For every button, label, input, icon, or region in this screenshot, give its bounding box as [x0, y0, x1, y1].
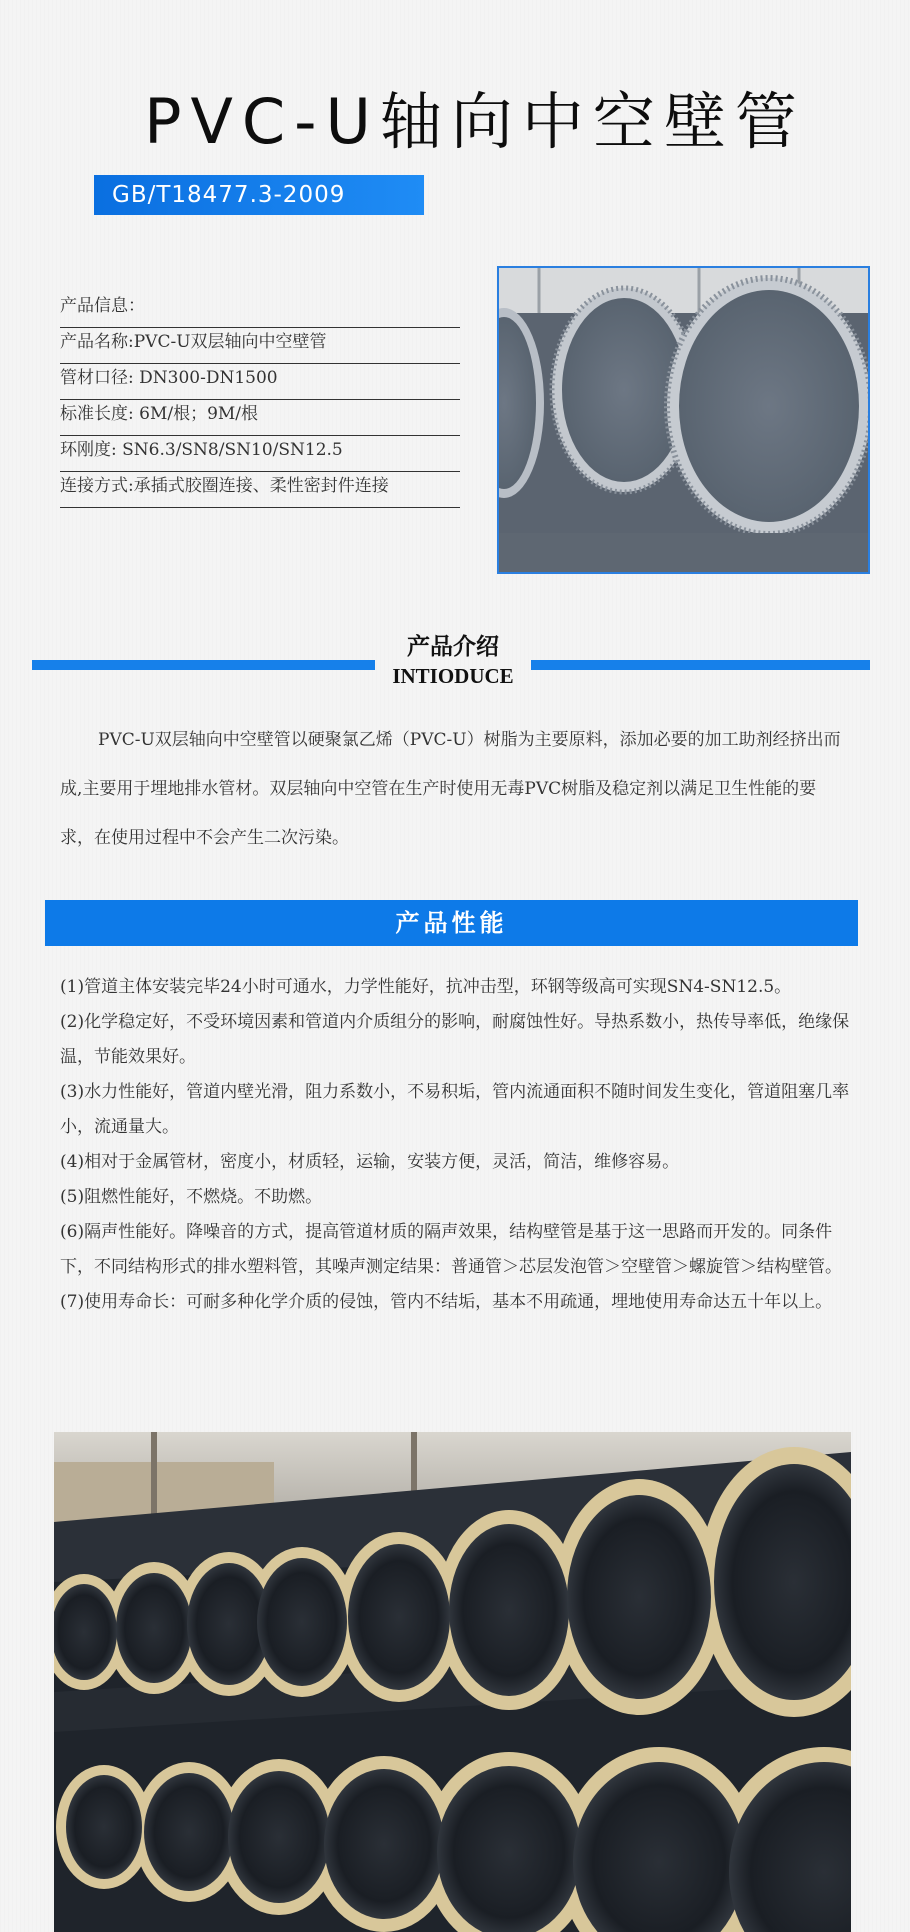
- info-diameter: 管材口径: DN300-DN1500: [60, 364, 460, 400]
- standard-banner: GB/T18477.3-2009: [94, 175, 424, 215]
- performance-item: (1)管道主体安装完毕24小时可通水，力学性能好，抗冲击型，环钢等级高可实现SN4-SN12.5。: [60, 977, 792, 997]
- intro-heading: 产品介绍: [407, 634, 499, 660]
- info-heading: 产品信息：: [60, 292, 460, 328]
- info-connection: 连接方式:承插式胶圈连接、柔性密封件连接: [60, 472, 460, 508]
- pipe-closeup-photo: [497, 266, 870, 574]
- info-length: 标准长度: 6M/根；9M/根: [60, 400, 460, 436]
- performance-heading-bar: 产品性能: [45, 900, 858, 946]
- intro-divider-right: [531, 660, 870, 670]
- performance-item: (5)阻燃性能好，不燃烧。不助燃。: [60, 1187, 323, 1207]
- performance-list: [60, 970, 850, 1320]
- performance-item: (2)化学稳定好，不受环境因素和管道内介质组分的影响，耐腐蚀性好。导热系数小，热传导率低，绝缘保温，节能效果好。: [60, 1012, 850, 1067]
- intro-paragraph: PVC-U双层轴向中空壁管以硬聚氯乙烯（PVC-U）树脂为主要原料，添加必要的加工助剂经挤出而成,主要用于埋地排水管材。双层轴向中空管在生产时使用无毒PVC树脂及稳定剂以满足卫生性能的要求，在使用过程中不会产生二次污染。: [60, 730, 841, 848]
- info-stiffness: 环刚度: SN6.3/SN8/SN10/SN12.5: [60, 436, 460, 472]
- info-product-name: 产品名称:PVC-U双层轴向中空壁管: [60, 328, 460, 364]
- page-title: PVC-U轴向中空壁管: [144, 85, 806, 158]
- intro-divider-left: [32, 660, 375, 670]
- performance-item: (3)水力性能好，管道内壁光滑，阻力系数小，不易积垢，管内流通面积不随时间发生变化，管道阻塞几率小，流通量大。: [60, 1082, 850, 1137]
- performance-item: (6)隔声性能好。降噪音的方式，提高管道材质的隔声效果，结构壁管是基于这一思路而开发的。同条件下，不同结构形式的排水塑料管，其噪声测定结果：普通管＞芯层发泡管＞空壁管＞螺旋管＞结构壁管。: [60, 1222, 842, 1277]
- performance-item: (4)相对于金属管材，密度小，材质轻，运输，安装方便，灵活，简洁，维修容易。: [60, 1152, 680, 1172]
- intro-subheading: INTIODUCE: [392, 664, 514, 688]
- product-info-list: [60, 292, 460, 508]
- pipe-stack-photo: [54, 1432, 851, 1932]
- performance-item: (7)使用寿命长：可耐多种化学介质的侵蚀，管内不结垢，基本不用疏通，埋地使用寿命达五十年以上。: [60, 1292, 833, 1312]
